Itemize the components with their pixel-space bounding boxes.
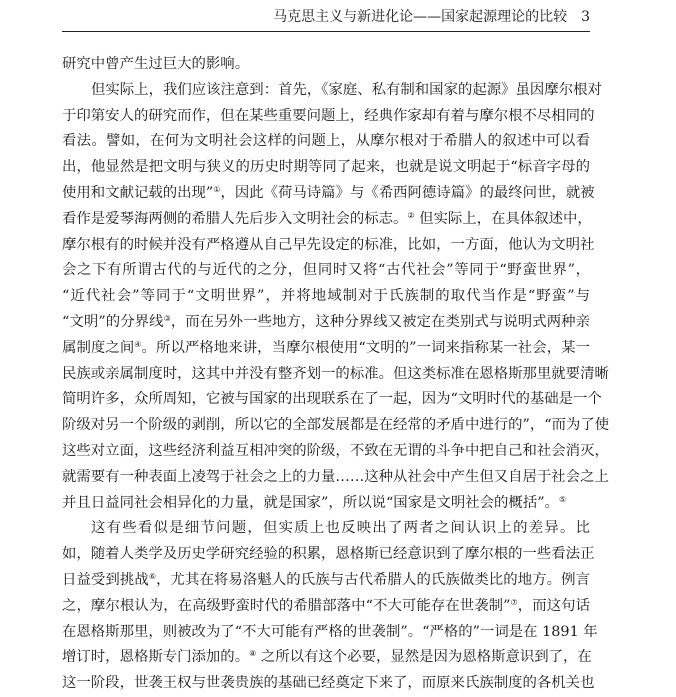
running-title: 马克思主义与新进化论——国家起源理论的比较 <box>273 9 568 25</box>
text-line <box>62 258 590 284</box>
text-line <box>62 78 602 104</box>
text-line <box>62 129 590 155</box>
text-line <box>62 284 590 310</box>
text-line <box>62 362 609 388</box>
line-text: 研究中曾产生过巨大的影响。 <box>62 56 250 72</box>
line-text: 如，随着人类学及历史学研究经验的积累，恩格斯已经意识到了摩尔根的一些看法正 <box>62 546 595 563</box>
header-rule <box>62 31 590 32</box>
line-text: 这一阶段，世袭王权与世袭贵族的基础已经奠定下来了，而原来氏族制度的各机关也 <box>62 675 595 692</box>
line-text: 看法。譬如，在何为文明社会这样的问题上，从摩尔根对于希腊人的叙述中可以看 <box>62 133 590 150</box>
line-text: 之，摩尔根认为，在高级野蛮时代的希腊部落中“不大可能存在世袭制” <box>62 597 511 614</box>
text-line <box>62 181 595 207</box>
line-text: 看作是爱琴海两侧的希腊人先后步入文明社会的标志。 <box>62 210 408 227</box>
footnote-marker: ② <box>407 210 415 220</box>
text-line <box>62 104 595 130</box>
text-line <box>62 465 609 491</box>
text-line <box>62 387 602 413</box>
text-line <box>62 439 609 465</box>
line-text: 就需要有一种表面上凌驾于社会之上的力量……这种从社会中产生但又自居于社会之上 <box>62 468 609 485</box>
text-line <box>62 671 595 697</box>
text-line <box>62 52 590 78</box>
text-line <box>62 542 595 568</box>
text-line <box>62 336 590 362</box>
footnote-marker: ④ <box>134 339 142 349</box>
running-header <box>62 4 590 30</box>
line-text: 这些对立面，这些经济利益互相冲突的阶级，不致在无谓的斗争中把自己和社会消灭， <box>62 442 609 459</box>
text-line <box>62 310 590 336</box>
text-line <box>62 568 590 594</box>
line-text: 日益受到挑战 <box>62 571 149 588</box>
line-text-continued: ，而在另外一些地方，这种分界线又被定在类别式与说明式两种亲 <box>170 313 591 330</box>
line-text: 并且日益同社会相异化的力量，就是国家”，所以说“国家是文明社会的概括”。 <box>62 494 559 511</box>
line-text: 会之下有所谓古代的与近代的之分，但同时又将“古代社会”等同于“野蛮世界”， <box>62 262 590 279</box>
line-text-continued: 但实际上，在具体叙述中， <box>414 210 592 227</box>
line-text: “近代社会”等同于“文明世界”，并将地域制对于氏族制的取代当作是“野蛮”与 <box>62 288 590 305</box>
text-line <box>62 594 590 620</box>
footnote-marker: ⑧ <box>249 649 257 659</box>
line-text: 摩尔根有的时候并没有严格遵从自己早先设定的标准，比如，一方面，他认为文明社 <box>62 236 595 253</box>
text-line <box>62 620 598 646</box>
footnote-marker: ⑦ <box>510 597 518 607</box>
text-line <box>62 516 590 542</box>
text-line <box>62 207 590 233</box>
footnote-marker: ⑥ <box>148 571 157 581</box>
line-text: 这有些看似是细节问题，但实质上也反映出了两者之间认识上的差异。比 <box>91 520 590 537</box>
line-text: “文明”的分界线 <box>62 313 164 330</box>
line-text: 但实际上，我们应该注意到：首先，《家庭、私有制和国家的起源》虽因摩尔根对 <box>91 81 602 98</box>
line-text: 出，他显然是把文明与狭义的历史时期等同了起来，也就是说文明起于“标音字母的 <box>62 159 590 176</box>
line-text: 在恩格斯那里，则被改为了“不大可能有严格的世袭制”。“严格的”一词是在 1891 年 <box>62 623 598 640</box>
line-text: 使用和文献记载的出现” <box>62 184 214 201</box>
line-text-continued: 之所以有这个必要，显然是因为恩格斯意识到了，在 <box>256 649 592 666</box>
line-text-continued: 。所以严格地来讲，当摩尔根使用“文明的”一词来指称某一社会，某一 <box>141 339 590 356</box>
text-line <box>62 233 595 259</box>
line-text: 民族或亲属制度时，这其中并没有整齐划一的标准。但这类标准在恩格斯那里就要清晰 <box>62 365 609 382</box>
text-line <box>62 491 590 517</box>
line-text: 简明许多，众所周知，它被与国家的出现联系在了一起，因为“文明时代的基础是一个 <box>62 391 602 408</box>
line-text-continued: ，因此《荷马诗篇》与《希西阿德诗篇》的最终问世，就被 <box>220 184 595 201</box>
line-text: 增订时，恩格斯专门添加的。 <box>62 649 250 666</box>
footnote-marker: ① <box>213 184 221 194</box>
footnote-marker: ③ <box>163 313 171 323</box>
body-text <box>62 52 610 697</box>
line-text-continued: ，尤其在将易洛魁人的氏族与古代希腊人的氏族做类比的地方。例言 <box>156 571 590 588</box>
footnote-marker: ⑤ <box>558 494 567 504</box>
line-text: 阶级对另一个阶级的剥削，所以它的全部发展都是在经常的矛盾中进行的”，“而为了使 <box>62 417 610 434</box>
line-text: 属制度之间 <box>62 339 135 356</box>
line-text-continued: ，而这句话 <box>517 597 590 614</box>
line-text: 于印第安人的研究而作，但在某些重要问题上，经典作家却有着与摩尔根不尽相同的 <box>62 107 595 124</box>
text-line <box>62 645 590 671</box>
page-number: 3 <box>581 9 590 25</box>
text-line <box>62 155 590 181</box>
text-line <box>62 413 610 439</box>
